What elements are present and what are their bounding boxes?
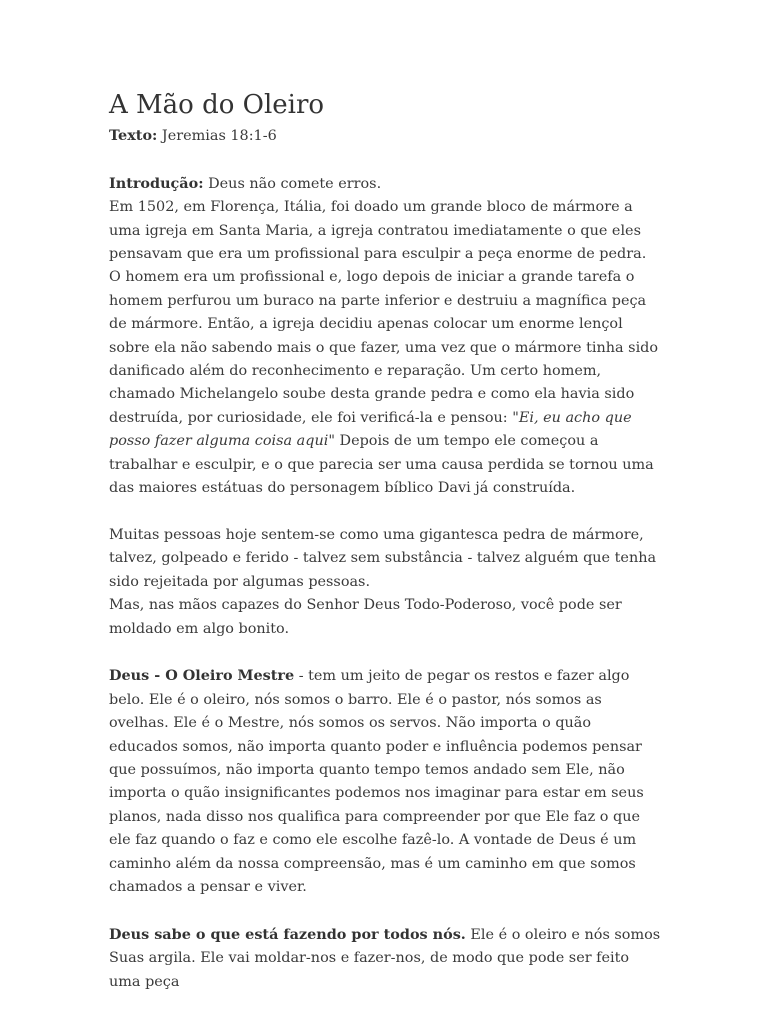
scripture-reference: [109, 124, 661, 148]
introduction-line: [109, 172, 661, 196]
introducao-label: Introdução:: [109, 174, 204, 192]
paragraph-michelangelo-text: Em 1502, em Florença, Itália, foi doado um grande bloco de mármore a uma igreja em Santa Maria, a igreja contratou imediatamente o que eles pensavam que era um profissional para esculpir a peça enorme de pedra. O homem era um profissional e, logo depois de iniciar a grande tarefa o homem perfurou um buraco na parte inferior e destruiu a magnífica peça de mármore. Então, a igreja decidiu apenas colocar um enorme lençol sobre ela não sabendo mais o que fazer, uma vez que o mármore tinha sido danificado além do reconhecimento e reparação. Um certo homem, chamado Michelangelo soube desta grande pedra e como ela havia sido destruída, por curiosidade, ele foi verificá-la e pensou:: [109, 199, 659, 426]
paragraph-marble-people: Muitas pessoas hoje sentem-se como uma gigantesca pedra de mármore, talvez, golpeado e ferido - talvez sem substância - talvez alguém que tenha sido rejeitada por algumas pessoas.: [109, 526, 657, 590]
paragraph-michelangelo: [109, 196, 661, 500]
introducao-value: Deus não comete erros.: [203, 175, 382, 192]
paragraph-god-knows: [109, 923, 661, 994]
page-title: A Mão do Oleiro: [109, 90, 325, 120]
god-knows-heading: Deus sabe o que está fazendo por todos nós.: [109, 925, 466, 943]
master-potter-text: - tem um jeito de pegar os restos e fazer algo belo. Ele é o oleiro, nós somos o barro. Ele é o pastor, nós somos as ovelhas. Ele é o Mestre, nós somos os servos. Não importa o quão educados somos, não importa quanto poder e influência podemos pensar que possuímos, não importa quanto tempo temos andado sem Ele, não importa o quão insignificantes podemos nos imaginar para estar em seus planos, nada disso nos qualifica para compreender por que Ele faz o que ele faz quando o faz e como ele escolhe fazê-lo. A vontade de Deus é um caminho além da nossa compreensão, mas é um caminho em que somos chamados a pensar e viver.: [109, 668, 644, 895]
paragraph-michelangelo-quote: "Ei, eu acho que posso fazer alguma coisa aqui": [109, 409, 632, 450]
master-potter-heading: Deus - O Oleiro Mestre: [109, 667, 295, 685]
paragraph-master-potter: [109, 664, 661, 899]
texto-value: Jeremias 18:1-6: [157, 128, 277, 144]
paragraph-michelangelo-continued: Depois de um tempo ele começou a trabalhar e esculpir, e o que parecia ser uma causa perdida se tornou uma das maiores estátuas do personagem bíblico Davi já construída.: [109, 433, 654, 497]
document-page: [109, 86, 661, 994]
texto-label: Texto:: [109, 127, 158, 144]
god-knows-text: Ele é o oleiro e nós somos Suas argila. Ele vai moldar-nos e fazer-nos, de modo que pode ser feito uma peça: [109, 926, 661, 990]
paragraph-marble-hands: Mas, nas mãos capazes do Senhor Deus Todo-Poderoso, você pode ser moldado em algo bonito.: [109, 597, 622, 637]
